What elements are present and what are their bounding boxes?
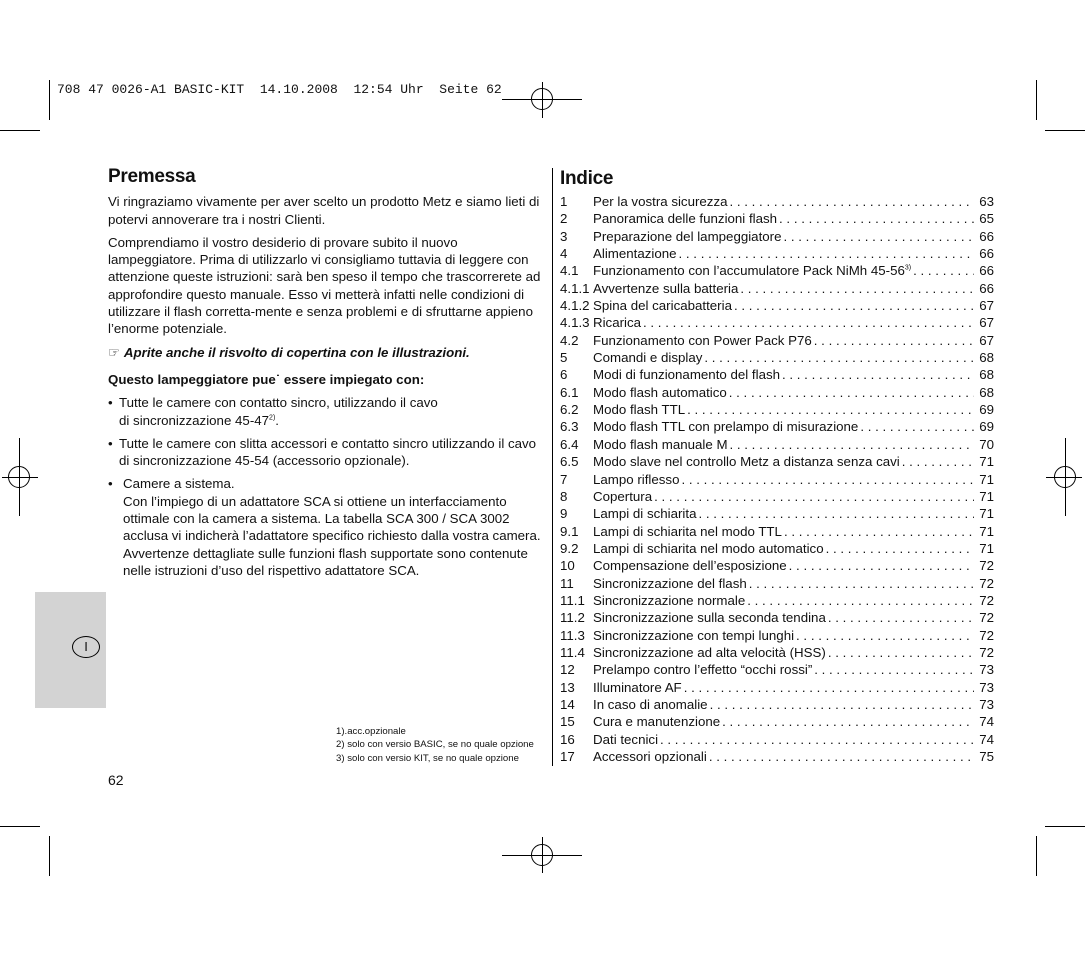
toc-number: 17 (560, 749, 575, 764)
toc-title-text: Sincronizzazione del flash (593, 575, 747, 591)
toc-title (593, 628, 794, 643)
toc-entry (560, 402, 994, 419)
toc-leader-dots (740, 281, 974, 296)
toc-title-text: Modi di funzionamento del flash (593, 367, 781, 383)
toc-title-text: Copertura (593, 488, 653, 504)
toc-page: 71 (979, 488, 994, 504)
toc-title-text: Panoramica delle funzioni flash (593, 211, 778, 227)
toc-title (593, 350, 702, 365)
toc-entry (560, 489, 994, 506)
toc-number: 9.1 (560, 523, 579, 539)
toc-number: 4.1.2 (560, 298, 590, 314)
toc-leader-dots (684, 680, 974, 695)
toc-title-text: Lampi di schiarita nel modo automatico (593, 540, 824, 556)
toc-number: 11 (560, 575, 574, 591)
toc-leader-dots (687, 402, 974, 417)
toc-number: 6.2 (560, 402, 579, 418)
toc-number: 4.2 (560, 332, 579, 348)
toc-title-text: Funzionamento con l’accumulatore Pack NiMh 45-56 (593, 263, 905, 279)
list-item-text: Con l’impiego di un adattatore SCA si ottiene un interfacciamento ottimale con la camera a sistema. La tabella SCA 300 / SCA 3002 acclusa vi indicherà l’adattatore specifico richiesto dalla vostra camera. Avvertenze dettagliate sulle funzioni flash supportate sono contenute nelle istruzioni d’uso del rispettivo adattatore SCA. (123, 493, 541, 578)
toc-entry (560, 437, 994, 454)
toc-title (593, 367, 780, 382)
toc-page: 72 (979, 644, 994, 660)
toc-title-text: Avvertenze sulla batteria (593, 280, 739, 296)
registration-circle (1054, 466, 1076, 488)
language-badge: I (72, 636, 100, 658)
bullet-icon: • (108, 435, 113, 451)
toc-leader-dots (814, 662, 974, 677)
toc-title (593, 419, 858, 434)
toc-title (593, 697, 708, 712)
toc-entry (560, 576, 994, 593)
toc-title (593, 281, 738, 296)
footnote: 1).acc.opzionale (336, 726, 406, 737)
toc-number: 4 (560, 246, 568, 262)
pointing-hand-icon: ☞ (108, 344, 120, 360)
toc-title (593, 211, 777, 226)
toc-number: 14 (560, 696, 575, 712)
toc-leader-dots (698, 506, 974, 521)
toc-number: 11.3 (560, 627, 585, 643)
toc-page: 72 (979, 592, 994, 608)
toc-page: 71 (979, 471, 994, 487)
toc-title-text: Per la vostra sicurezza (593, 194, 728, 209)
toc-number: 7 (560, 471, 568, 487)
toc-number: 3 (560, 228, 568, 244)
toc-title-text: Accessori opzionali (593, 749, 707, 764)
toc-entry (560, 610, 994, 627)
list-item (108, 475, 548, 579)
toc-leader-dots (789, 558, 974, 573)
toc-title (593, 541, 824, 556)
list-item-text: di sincronizzazione 45-47 (119, 412, 270, 428)
registration-circle (531, 844, 553, 866)
footnote: 2) solo con versio BASIC, se no quale opzione (336, 739, 534, 751)
toc-title (593, 402, 685, 417)
toc-number: 4.1.1 (560, 280, 590, 296)
indice-title: Indice (560, 168, 614, 189)
toc-title-text: Illuminatore AF (593, 679, 682, 695)
toc-entry (560, 385, 994, 402)
see-also-note (108, 344, 548, 361)
toc-leader-dots (779, 211, 974, 226)
see-also-text: Aprite anche il risvolto di copertina con le illustrazioni. (123, 344, 470, 360)
toc-entry (560, 593, 994, 610)
toc-title (593, 506, 696, 521)
toc-page: 71 (979, 523, 994, 539)
toc-leader-dots (654, 489, 974, 504)
toc-page: 68 (979, 367, 994, 383)
crop-mark (1045, 130, 1085, 131)
toc-leader-dots (749, 576, 974, 591)
toc-title (593, 298, 732, 313)
toc-title-text: Dati tecnici (593, 731, 659, 747)
bullet-icon: • (108, 476, 113, 492)
crop-mark (1045, 826, 1085, 827)
toc-title-text: Lampo riflesso (593, 471, 680, 487)
print-slug: 708 47 0026-A1 BASIC-KIT 14.10.2008 12:54 Uhr Seite 62 (57, 82, 502, 97)
toc-title (593, 576, 747, 591)
toc-entry (560, 211, 994, 228)
toc-number: 9.2 (560, 540, 579, 556)
toc-entry (560, 680, 994, 697)
toc-page: 66 (979, 228, 994, 244)
toc-number: 5 (560, 350, 568, 366)
toc-entry (560, 541, 994, 558)
premessa-title: Premessa (108, 166, 196, 187)
toc-entry (560, 749, 994, 766)
toc-leader-dots (729, 385, 974, 400)
toc-page: 73 (979, 696, 994, 712)
toc-title (593, 454, 900, 469)
toc-number: 4.1 (560, 263, 579, 279)
toc-entry (560, 714, 994, 731)
toc-title-text: Modo flash TTL (593, 402, 686, 418)
toc-title-text: In caso di anomalie (593, 696, 708, 712)
toc-leader-dots (660, 732, 974, 747)
toc-title (593, 385, 727, 400)
toc-leader-dots (679, 246, 974, 261)
toc-title (593, 489, 652, 504)
toc-page: 69 (979, 402, 994, 418)
toc-entry (560, 419, 994, 436)
toc-number: 4.1.3 (560, 315, 590, 331)
toc-entry (560, 281, 994, 298)
table-of-contents (560, 194, 994, 766)
toc-title-text: Sincronizzazione sulla seconda tendina (593, 610, 826, 626)
intro-paragraph: Vi ringraziamo vivamente per aver scelto un prodotto Metz e siamo lieti di potervi annoverare tra i nostri Clienti. (108, 194, 540, 227)
toc-title (593, 593, 745, 608)
toc-leader-dots (710, 697, 974, 712)
toc-entry (560, 524, 994, 541)
toc-leader-dots (913, 263, 974, 278)
toc-page: 66 (979, 280, 994, 296)
toc-leader-dots (902, 454, 974, 469)
toc-page: 70 (979, 436, 994, 452)
toc-number: 9 (560, 506, 568, 522)
toc-entry (560, 558, 994, 575)
toc-leader-dots (730, 194, 975, 209)
toc-number: 11.1 (560, 592, 585, 608)
list-item-text: Tutte le camere con contatto sincro, utilizzando il cavo (119, 395, 438, 411)
toc-page: 72 (979, 627, 994, 643)
toc-title-text: Sincronizzazione con tempi lunghi (593, 627, 795, 643)
toc-leader-dots (784, 229, 975, 244)
toc-page: 72 (979, 610, 994, 626)
toc-title-text: Prelampo contro l’effetto “occhi rossi” (593, 662, 813, 678)
toc-title-text: Sincronizzazione normale (593, 592, 746, 608)
toc-entry (560, 645, 994, 662)
toc-page: 71 (979, 540, 994, 556)
toc-page: 68 (979, 384, 994, 400)
toc-page: 73 (979, 679, 994, 695)
toc-number: 13 (560, 679, 575, 695)
toc-title-text: Comandi e display (593, 350, 703, 366)
toc-page: 73 (979, 662, 994, 678)
toc-page: 67 (979, 298, 994, 314)
registration-circle (8, 466, 30, 488)
crop-mark (0, 826, 40, 827)
toc-page: 71 (979, 506, 994, 522)
toc-leader-dots (782, 367, 974, 382)
toc-title (593, 558, 787, 573)
toc-title (593, 645, 826, 660)
toc-title (593, 246, 677, 261)
toc-leader-dots (784, 524, 974, 539)
toc-title (593, 680, 682, 695)
toc-title-text: Ricarica (593, 315, 642, 331)
toc-leader-dots (860, 419, 974, 434)
toc-leader-dots (643, 315, 974, 330)
intro-paragraph: Comprendiamo il vostro desiderio di provare subito il nuovo lampeggiatore. Prima di utilizzarlo vi consigliamo tuttavia di leggere con attenzione queste istruzioni: sarà ben speso il tempo che trascorrerete ad approfondire questo manuale. Esso vi metterà infatti nelle condizioni di utilizzare il flash corretta-mente e senza problemi e di sfruttarne appieno l’enorme potenziale. (108, 234, 541, 337)
toc-entry (560, 246, 994, 263)
toc-page: 66 (979, 246, 994, 262)
toc-entry (560, 194, 994, 211)
toc-number: 16 (560, 731, 575, 747)
toc-page: 74 (979, 714, 994, 730)
toc-title-text: Sincronizzazione ad alta velocità (HSS) (593, 644, 826, 660)
toc-title-text: Lampi di schiarita (593, 506, 697, 522)
toc-page: 63 (979, 194, 994, 209)
toc-page: 69 (979, 419, 994, 435)
column-divider (552, 168, 553, 766)
toc-title-text: Cura e manutenzione (593, 714, 721, 730)
list-item-text: Tutte le camere con slitta accessori e contatto sincro utilizzando il cavo di sincronizzazione 45-54 (accessorio opzionale). (119, 435, 537, 469)
list-item: • Tutte le camere con contatto sincro, utilizzando il cavo di sincronizzazione 45-47$^{2)}$. (108, 395, 438, 428)
toc-title (593, 229, 782, 244)
crop-mark (1036, 836, 1037, 876)
toc-page: 72 (979, 575, 994, 591)
toc-title (593, 732, 658, 747)
toc-leader-dots (747, 593, 974, 608)
toc-title (593, 437, 728, 452)
toc-title-text: Compensazione dell’esposizione (593, 558, 787, 574)
toc-entry (560, 367, 994, 384)
toc-number: 6.3 (560, 419, 579, 435)
list-item (108, 435, 548, 470)
toc-entry (560, 472, 994, 489)
toc-entry (560, 315, 994, 332)
toc-entry (560, 506, 994, 523)
toc-title-text: Preparazione del lampeggiatore (593, 228, 782, 244)
toc-page: 65 (979, 211, 994, 227)
footnotes (336, 725, 534, 765)
toc-title (593, 194, 728, 209)
toc-title-text: Alimentazione (593, 246, 677, 262)
toc-page: 67 (979, 315, 994, 331)
toc-page: 72 (979, 558, 994, 574)
toc-title (593, 714, 720, 729)
bullet-icon: • (108, 395, 113, 411)
toc-leader-dots (734, 298, 974, 313)
registration-circle (531, 88, 553, 110)
toc-page: 74 (979, 731, 994, 747)
footnote: 3) solo con versio KIT, se no quale opzione (336, 752, 519, 764)
toc-title-text: Modo flash TTL con prelampo di misurazione (593, 419, 859, 435)
toc-number: 8 (560, 488, 568, 504)
toc-title-text: Modo flash automatico (593, 384, 727, 400)
toc-entry (560, 298, 994, 315)
toc-leader-dots (828, 610, 974, 625)
toc-entry (560, 263, 994, 280)
toc-number: 6 (560, 367, 568, 383)
toc-title-text: Funzionamento con Power Pack P76 (593, 332, 812, 348)
toc-entry (560, 454, 994, 471)
toc-entry (560, 697, 994, 714)
crop-mark (49, 836, 50, 876)
toc-number: 2 (560, 211, 568, 227)
footnote-ref: 3) (904, 264, 912, 272)
toc-entry (560, 732, 994, 749)
toc-page: 71 (979, 454, 994, 470)
toc-title (593, 263, 911, 278)
toc-page: 66 (979, 263, 994, 279)
toc-title-text: Modo flash manuale M (593, 436, 728, 452)
toc-number: 12 (560, 662, 575, 678)
toc-number: 6.5 (560, 454, 579, 470)
toc-title (593, 315, 641, 330)
toc-number: 10 (560, 558, 575, 574)
toc-title (593, 524, 782, 539)
toc-number: 11.2 (560, 610, 585, 626)
toc-leader-dots (704, 350, 974, 365)
toc-leader-dots (709, 749, 974, 764)
toc-entry (560, 350, 994, 367)
compatibility-heading: Questo lampeggiatore pue˙ essere impiegato con: (108, 371, 425, 387)
toc-entry (560, 628, 994, 645)
page-number: 62 (108, 772, 124, 788)
toc-title (593, 472, 679, 487)
toc-title (593, 610, 826, 625)
toc-entry (560, 333, 994, 350)
toc-number: 1 (560, 194, 568, 209)
toc-number: 15 (560, 714, 575, 730)
indice-section (560, 168, 994, 766)
toc-page: 67 (979, 332, 994, 348)
toc-page: 75 (979, 749, 994, 764)
toc-number: 6.1 (560, 384, 579, 400)
toc-title-text: Modo slave nel controllo Metz a distanza senza cavi (593, 454, 900, 470)
crop-mark (1036, 80, 1037, 120)
toc-title (593, 749, 707, 764)
premessa-section (108, 168, 548, 585)
toc-leader-dots (826, 541, 974, 556)
toc-leader-dots (828, 645, 974, 660)
toc-number: 6.4 (560, 436, 579, 452)
crop-mark (0, 130, 40, 131)
toc-leader-dots (681, 472, 974, 487)
toc-leader-dots (722, 714, 974, 729)
toc-title-text: Lampi di schiarita nel modo TTL (593, 523, 782, 539)
toc-number: 11.4 (560, 644, 585, 660)
list-item-text: Camere a sistema. (123, 476, 235, 492)
toc-title-text: Spina del caricabatteria (593, 298, 732, 314)
toc-entry (560, 662, 994, 679)
toc-leader-dots (814, 333, 974, 348)
toc-title (593, 333, 812, 348)
toc-title (593, 662, 812, 677)
toc-leader-dots (796, 628, 974, 643)
footnote-ref: 2) (269, 414, 276, 422)
toc-leader-dots (730, 437, 974, 452)
toc-entry (560, 229, 994, 246)
crop-mark (49, 80, 50, 120)
toc-page: 68 (979, 350, 994, 366)
